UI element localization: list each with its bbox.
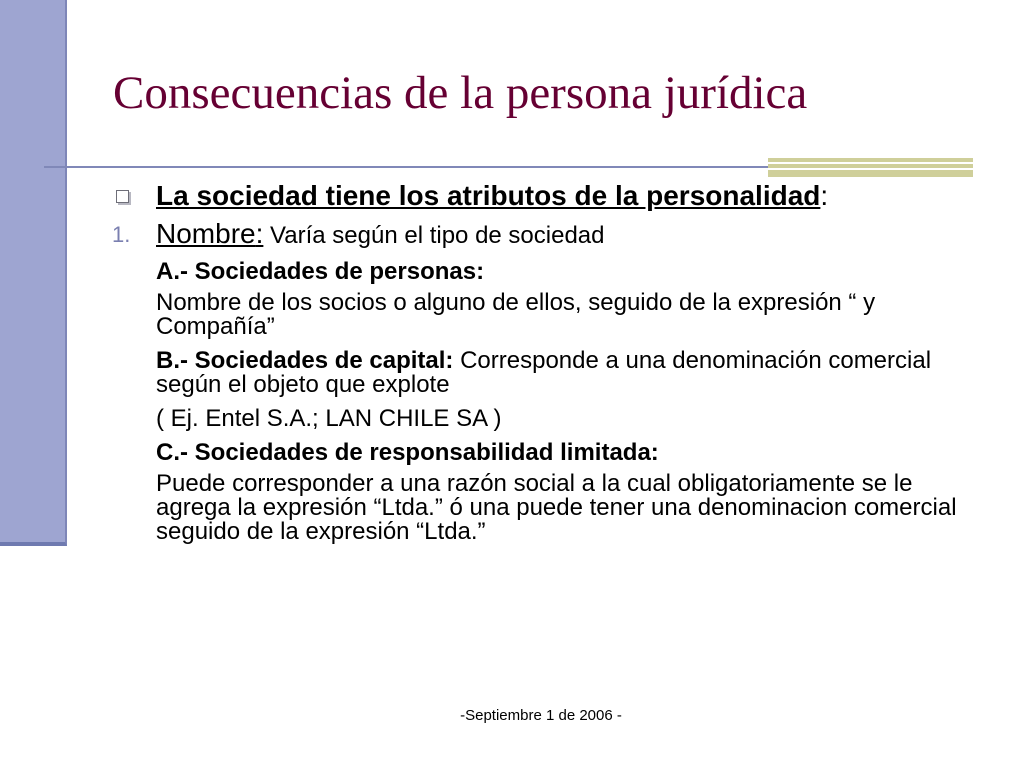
- accent-stripe: [768, 168, 973, 170]
- accent-stripe: [768, 162, 973, 164]
- item-label: Nombre: [156, 218, 256, 249]
- slide-footer: -Septiembre 1 de 2006 -: [460, 707, 622, 724]
- section-c-text: Puede corresponder a una razón social a la cual obligatoriamente se le agrega la expresión “Ltda.” ó una puede tener una denominacion comercial seguido de la expresión “Ltda.”: [156, 470, 957, 545]
- section-b-heading: B.- Sociedades de capital:: [156, 347, 454, 374]
- intro-bold-text: La sociedad tiene los atributos de la personalidad: [156, 180, 821, 211]
- intro-bullet: [112, 182, 972, 210]
- item-colon: :: [255, 218, 264, 249]
- square-bullet-icon: [116, 190, 129, 203]
- slide-content: [112, 182, 972, 554]
- section-a-heading-row: [112, 260, 972, 284]
- section-a-heading: A.- Sociedades de personas:: [156, 258, 485, 285]
- item-text: Varía según el tipo de sociedad: [263, 222, 605, 249]
- section-b-text: Corresponde a una denominación comercial según el objeto que explote: [156, 347, 932, 398]
- section-b-row: [112, 349, 972, 397]
- section-c-heading-row: [112, 441, 972, 465]
- section-a-text: Nombre de los socios o alguno de ellos, seguido de la expresión “ y Compañía”: [156, 289, 876, 340]
- slide-title: Consecuencias de la persona jurídica: [113, 67, 808, 119]
- item-number: 1.: [112, 222, 131, 247]
- title-divider-line: [44, 166, 769, 168]
- intro-suffix: :: [820, 180, 829, 211]
- accent-bar: [768, 158, 973, 177]
- section-c-heading: C.- Sociedades de responsabilidad limitada:: [156, 439, 659, 466]
- section-a-text-row: [112, 291, 972, 339]
- section-b-example: ( Ej. Entel S.A.; LAN CHILE SA ): [156, 405, 502, 432]
- section-b-example-row: [112, 407, 972, 431]
- left-decorative-bar: [0, 0, 67, 546]
- section-c-text-row: [112, 472, 972, 544]
- numbered-item-1: [112, 220, 972, 250]
